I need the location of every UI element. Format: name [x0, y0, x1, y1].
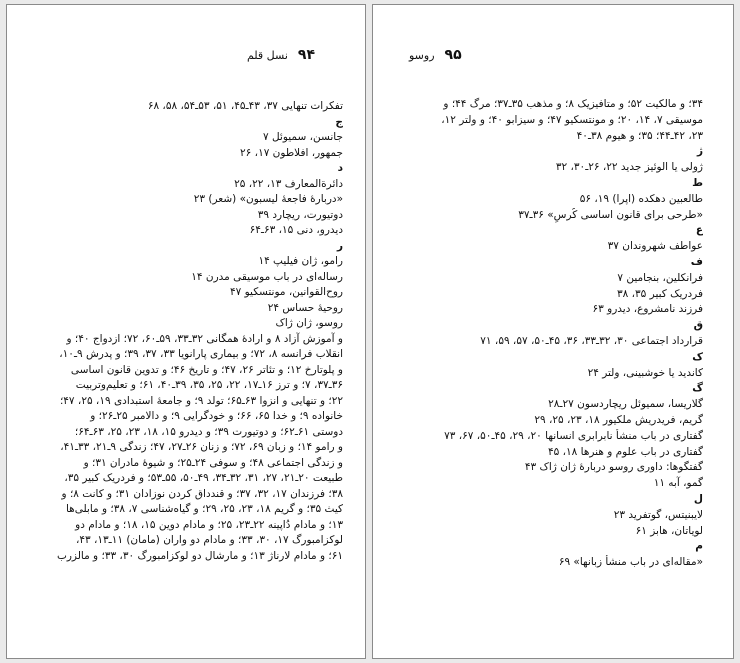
index-line: گفتاری در باب علوم و هنرها ۱۸، ۴۵ — [547, 445, 703, 458]
right-page — [372, 4, 734, 659]
left-index-entries — [21, 99, 343, 564]
index-line: خانواده ۹؛ و خدا ۶۵، ۶۶؛ و خودگرایی ۹؛ و دالامبر ۲۵ـ۲۶؛ و — [90, 410, 343, 422]
index-line: ژولی یا الوئیز جدید ۲۲، ۲۶ـ۳۰، ۳۲ — [555, 161, 703, 174]
left-running-title: نسل قلم — [246, 49, 288, 62]
index-line: ۳۶ـ۳۷، ۷؛ و ترز ۱۶ـ۱۷، ۲۲، ۲۵، ۳۵، ۳۹ـ۴۰، ۶۱؛ و تعلیم‌وتربیت — [75, 379, 343, 391]
index-letter-heading: ج — [335, 115, 343, 128]
index-line: جانسن، سمیوئل ۷ — [262, 131, 343, 143]
index-line: انقلاب فرانسه ۸، ۷۲؛ و بیماری پارانویا ۳۳، ۳۷، ۳۹؛ و پدرش ۹ـ۱۰، — [59, 348, 343, 360]
index-line: روحیهٔ حساس ۲۴ — [267, 301, 343, 314]
right-page-number: ۹۵ — [444, 47, 462, 63]
index-line: کیث ۳۵؛ و گریم ۱۸، ۲۳، ۲۵، ۲۹؛ و گیاه‌شناسی ۷، ۳۸؛ و مابلی‌ها — [65, 503, 343, 515]
index-line: «مقاله‌ای در باب منشأ زبانها» ۶۹ — [558, 556, 703, 569]
left-page-header — [247, 47, 315, 63]
index-line: «طرحی برای قانون اساسی کُرسِ» ۳۶ـ۳۷ — [518, 208, 703, 221]
index-letter-heading: ف — [690, 255, 703, 268]
index-letter-heading: ک — [692, 350, 703, 363]
index-letter-heading: ل — [693, 492, 703, 505]
index-line: گمو، آبه ۱۱ — [653, 477, 703, 490]
left-page-number: ۹۴ — [297, 47, 315, 63]
index-letter-heading: ژ — [696, 145, 703, 158]
right-page-header — [409, 47, 462, 63]
index-line: «دربارهٔ فاجعهٔ لیسبون» (شعر) ۲۳ — [193, 193, 343, 205]
index-line: روسو، ژان ژاک — [275, 317, 343, 329]
index-line: ۳۸؛ فرزندان ۱۷، ۳۲، ۳۷؛ و قندداق کردن نوزادان ۳۱؛ و کانت ۸؛ و — [61, 487, 343, 500]
index-line: موسیقی ۷، ۱۴، ۲۰؛ و مونتسکیو ۴۷؛ و سیزابو ۴۰؛ و ولتر ۱۲، — [441, 113, 703, 126]
index-letter-heading: ع — [695, 224, 703, 237]
index-letter-heading: ق — [693, 319, 703, 332]
index-line: کاندید یا خوشبینی، ولتر ۲۴ — [587, 366, 703, 379]
right-running-title: روسو — [409, 49, 435, 62]
index-line: و رامو ۱۴؛ و زبان ۶۹، ۷۲؛ و زنان ۲۶ـ۲۷، ۴۷؛ زندگی ۹ـ۲۱، ۳۳ـ۴۱، — [60, 441, 343, 453]
index-letter-heading: م — [695, 540, 703, 553]
index-line: دوستی ۶۱ـ۶۲؛ و دوتیورت ۳۹؛ و دیدرو ۱۵، ۱۸، ۲۳، ۲۵، ۶۳ـ۶۴؛ — [74, 425, 343, 438]
index-line: روح‌القوانین، مونتسکیو ۴۷ — [229, 286, 343, 298]
index-line: رامو، ژان فیلیپ ۱۴ — [258, 255, 343, 267]
index-line: گریم، فریدریش ملکیور ۱۸، ۲۳، ۲۵، ۲۹ — [534, 413, 703, 426]
index-line: گفتگوها: داوری روسو دربارهٔ ژان ژاک ۴۳ — [524, 461, 703, 474]
index-letter-heading: گ — [692, 382, 703, 395]
index-line: دیدرو، دنی ۱۵، ۶۳ـ۶۴ — [249, 224, 343, 236]
index-line: گفتاری در باب منشأ نابرابری انسانها ۲۰، ۲۹، ۴۵ـ۵۰، ۶۷، ۷۳ — [444, 429, 703, 442]
index-line: طالعبین دهکده (اپرا) ۱۹، ۵۶ — [579, 192, 703, 205]
index-line: ۳۴؛ و مالکیت ۵۲؛ و متافیزیک ۸؛ و مذهب ۳۵ـ۳۷؛ مرگ ۴۴؛ و — [443, 98, 703, 110]
index-letter-heading: د — [337, 162, 343, 174]
index-line: رساله‌ای در باب موسیقی مدرن ۱۴ — [191, 270, 343, 283]
index-line: طبیعت ۲۰ـ۲۱، ۲۷، ۳۱، ۳۲ـ۳۴، ۴۹ـ۵۰، ۵۵ـ۵۳؛ و فردریک کبیر ۳۵، — [64, 472, 343, 484]
index-line: ۲۳، ۴۲ـ۴۴؛ ۳۵؛ و هیوم ۳۸ـ۴۰ — [576, 129, 703, 142]
index-line: دوتیورت، ریچارد ۳۹ — [257, 208, 343, 221]
index-line: ۶۱؛ و مادام لارناژ ۱۳؛ و مارشال دو لوکزامبورگ ۳۰، ۳۳؛ و مالزرب — [56, 549, 343, 562]
index-line: قرارداد اجتماعی ۳۰، ۳۲ـ۳۳، ۳۶، ۴۵ـ۵۰، ۵۷، ۵۹، ۷۱ — [480, 334, 703, 347]
index-line: و زندگی اجتماعی ۴۸؛ و سوفی ۲۴ـ۲۵؛ و شیوهٔ مادران ۳۱؛ و — [83, 456, 343, 469]
left-page — [6, 4, 366, 659]
index-letter-heading: ط — [692, 176, 703, 189]
index-line: لایبنیتس، گوتفرید ۲۳ — [613, 508, 703, 521]
index-letter-heading: ر — [336, 239, 343, 252]
index-line: فرانکلین، بنجامین ۷ — [617, 271, 703, 284]
index-line: و پلوتارخ ۱۲؛ و تئاتر ۲۶، ۴۷؛ و تاریخ ۴۶؛ و تدوین قانون اساسی — [70, 363, 343, 376]
index-line: لویاتان، هابز ۶۱ — [635, 524, 703, 537]
index-line: گلاریسا، سمیوئل ریچاردسون ۲۷ـ۲۸ — [548, 398, 703, 411]
index-line: لوکزامبورگ ۱۷، ۳۰، ۳۳؛ و مادام دو واران (مامان) ۱۱ـ۱۳، ۴۳، — [75, 534, 343, 546]
index-line: جمهور، افلاطون ۱۷، ۲۶ — [240, 146, 343, 159]
index-line: ۱۳؛ و مادام دُاپینه ۲۲ـ۲۳، ۲۵؛ و مادام دوین ۱۵، ۱۸؛ و مادام دو — [75, 518, 343, 531]
index-line: فرزند نامشروع، دیدرو ۶۳ — [592, 303, 703, 316]
index-line: فردریک کبیر ۳۵، ۳۸ — [617, 287, 703, 300]
index-line: دائرةالمعارف ۱۳، ۲۲، ۲۵ — [234, 177, 343, 190]
index-line: تفکرات تنهایی ۳۷، ۴۳ـ۴۵، ۵۱، ۵۳ـ۵۴، ۵۸، ۶۸ — [147, 100, 343, 112]
index-line: عواطف شهروندان ۳۷ — [607, 240, 703, 253]
index-line: ۲۲؛ و تنهایی و انزوا ۶۳ـ۶۵؛ تولد ۹؛ و جامعهٔ استبدادی ۱۹، ۲۵، ۴۷؛ — [59, 394, 343, 407]
index-line: و آموزش آزاد ۸ و ارادهٔ همگانی ۳۲ـ۳۳، ۵۹ـ۶۰، ۷۲؛ ازدواج ۴۰؛ و — [66, 332, 343, 345]
right-index-entries — [389, 97, 703, 571]
